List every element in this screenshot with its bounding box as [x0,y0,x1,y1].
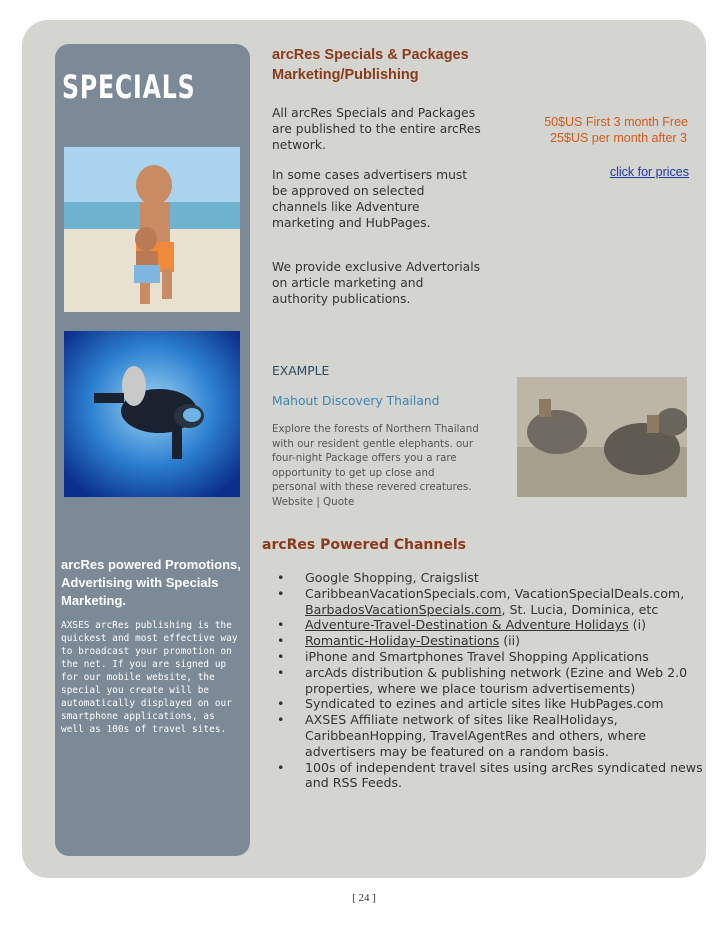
list-item: • CaribbeanVacationSpecials.com, VacationSpecialDeals.com, BarbadosVacationSpecials.com, St. Lucia, Dominica, etc [272,586,712,618]
barbados-link[interactable]: BarbadosVacationSpecials.com [305,601,502,617]
example-label: EXAMPLE [272,364,330,378]
beach-family-photo [64,147,240,312]
list-item: • AXSES Affiliate network of sites like RealHolidays, CaribbeanHopping, TravelAgentRes and others, where advertisers may be featured on a random basis. [272,712,712,759]
channels-list [272,570,712,791]
page-heading [272,45,512,85]
approval-paragraph: In some cases advertisers must be approved on selected channels like Adventure marketing and HubPages. [272,168,468,230]
click-for-prices-link[interactable]: click for prices [609,165,689,179]
promo-title: arcRes powered Promotions, Advertising with Specials Marketing. [61,557,241,608]
elephants-photo [517,377,687,497]
advertorial-paragraph: We provide exclusive Advertorials on article marketing and authority publications. [272,260,481,306]
romantic-link[interactable]: Romantic-Holiday-Destinations [305,633,500,649]
list-item: • 100s of independent travel sites using arcRes syndicated news and RSS Feeds. [272,760,712,792]
specials-title: SPECIALS [62,68,196,106]
scuba-diver-photo [64,331,240,497]
adventure-link[interactable]: Adventure-Travel-Destination & Adventure Holidays [305,617,629,633]
list-item: • Romantic-Holiday-Destinations (ii) [272,633,712,649]
list-item: • iPhone and Smartphones Travel Shopping Applications [272,649,712,665]
intro-paragraph: All arcRes Specials and Packages are published to the entire arcRes network. [272,106,481,152]
example-description: Explore the forests of Northern Thailand with our resident gentle elephants. our four-night Package offers you a rare opportunity to get up close and personal with these revered creatures. Website | Quote [272,423,479,508]
page-number: [ 24 ] [352,892,376,904]
list-item: • arcAds distribution & publishing network (Ezine and Web 2.0 properties, where we place tourism advertisements) [272,665,712,697]
list-item: • Adventure-Travel-Destination & Adventure Holidays (i) [272,617,712,633]
example-title: Mahout Discovery Thailand [272,394,440,408]
promo-body: AXSES arcRes publishing is the quickest and most effective way to broadcast your promotion on the net. If you are signed up for our mobile website, the special you create will be automatically displayed on our smartphone applications, as well as 100s of travel sites. [61,620,238,735]
price-monthly: 25$US per month after 3 [550,131,687,145]
list-item: • Syndicated to ezines and article sites like HubPages.com [272,696,712,712]
heading-line-2: Marketing/Publishing [272,67,419,83]
list-item: • Google Shopping, Craigslist [272,570,712,586]
heading-line-1: arcRes Specials & Packages [272,47,469,63]
channels-heading: arcRes Powered Channels [262,537,466,553]
price-first: 50$US First 3 month Free [544,115,688,129]
